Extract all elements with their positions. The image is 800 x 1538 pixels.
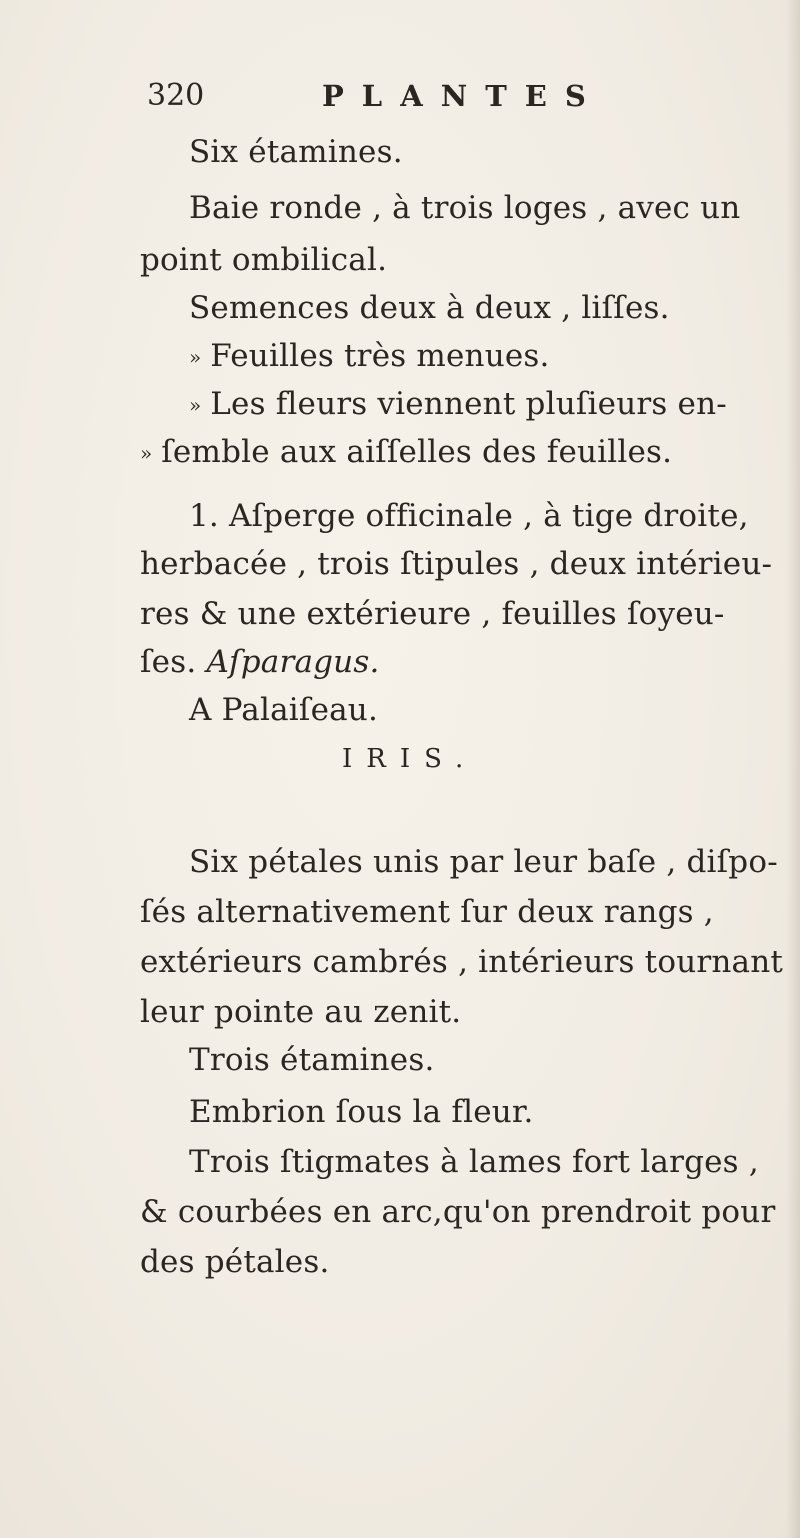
text-line: res & une extérieure , feuilles ſoyeu- xyxy=(140,596,725,632)
text-line xyxy=(140,642,380,682)
text-line: Semences deux à deux , liſſes. xyxy=(189,290,670,326)
text-line: extérieurs cambrés , intérieurs tournant xyxy=(140,944,784,980)
text-line: herbacée , trois ſtipules , deux intérieu- xyxy=(140,546,773,582)
text-line: & courbées en arc,qu'on prendroit pour xyxy=(140,1194,776,1230)
text-line: Baie ronde , à trois loges , avec un xyxy=(189,190,741,226)
text-line: 1. Aſperge officinale , à tige droite, xyxy=(189,498,749,534)
page-number: 320 xyxy=(147,78,205,113)
text-line: A Palaiſeau. xyxy=(189,692,379,728)
quotation-mark: » xyxy=(189,345,201,369)
text-line: leur pointe au zenit. xyxy=(140,994,462,1030)
section-heading: IRIS. xyxy=(342,744,478,774)
text-line: Trois ſtigmates à lames fort larges , xyxy=(189,1144,759,1180)
text-line: Six étamines. xyxy=(189,134,403,170)
page-edge-shadow xyxy=(786,0,800,1538)
text-fragment: ſes. xyxy=(140,644,197,680)
running-title: PLANTES xyxy=(322,79,604,113)
quotation-mark: » xyxy=(140,441,152,465)
text-line: ſemble aux aiſſelles des feuilles. xyxy=(161,434,673,470)
text-line: point ombilical. xyxy=(140,242,388,278)
text-line: des pétales. xyxy=(140,1244,330,1280)
text-line: Embrion ſous la fleur. xyxy=(189,1094,534,1130)
quoted-text-line xyxy=(189,336,550,377)
text-line: Feuilles très menues. xyxy=(210,338,550,374)
quoted-text-line xyxy=(189,384,727,425)
text-line: Les fleurs viennent pluſieurs en- xyxy=(210,386,727,422)
text-line: Trois étamines. xyxy=(189,1042,435,1078)
latin-name: Aſparagus. xyxy=(206,644,380,680)
quotation-mark: » xyxy=(189,393,201,417)
text-line: ſés alternativement ſur deux rangs , xyxy=(140,894,714,930)
quoted-text-line xyxy=(140,432,672,473)
text-line: Six pétales unis par leur baſe , diſpo- xyxy=(189,844,778,880)
